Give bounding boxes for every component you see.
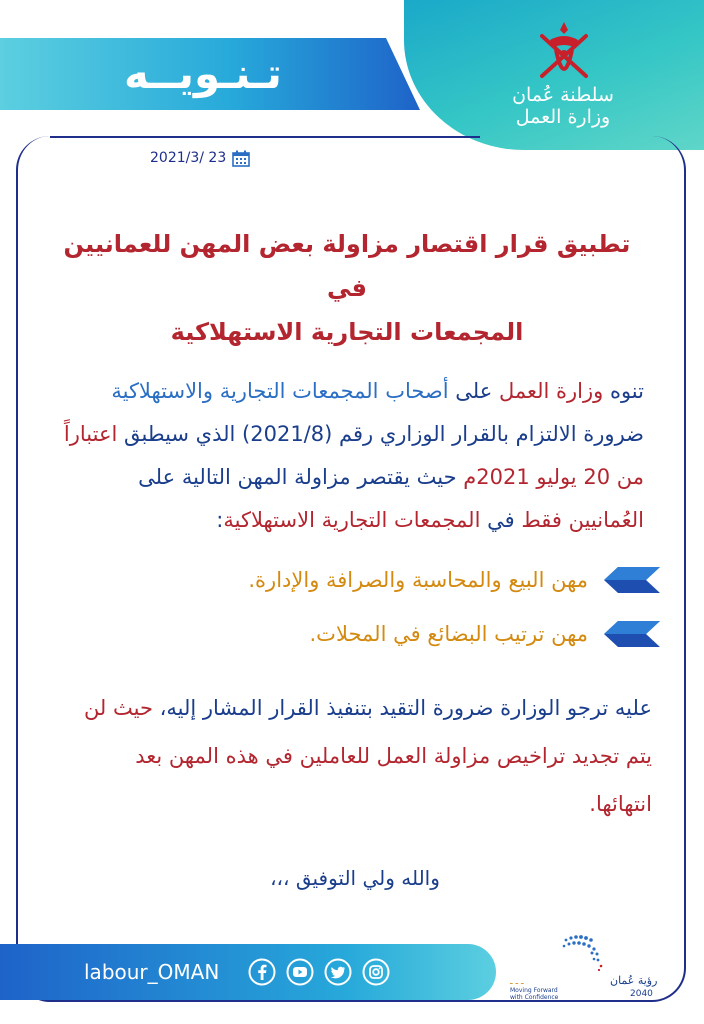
facebook-icon[interactable]: [248, 958, 276, 986]
complexes-phrase: المجمعات التجارية الاستهلاكية: [223, 508, 481, 532]
vision-tagline-1: Moving Forward: [510, 987, 558, 994]
para-line-3: [40, 456, 644, 499]
frame-top-line: [50, 136, 480, 138]
calendar-icon: [232, 150, 250, 167]
date-stamp: [150, 148, 250, 168]
owners-phrase: أصحاب المجمعات التجارية والاستهلاكية: [111, 379, 449, 403]
youtube-icon[interactable]: [286, 958, 314, 986]
oman-vision-2040-logo: [506, 928, 686, 1008]
banner-title: تـنـويــه: [124, 49, 282, 98]
twitter-icon[interactable]: [324, 958, 352, 986]
profession-1: مهن البيع والمحاسبة والصرافة والإدارة.: [248, 568, 588, 592]
notice-heading: [40, 222, 654, 354]
para-line-1: [40, 370, 644, 413]
instagram-icon[interactable]: [362, 958, 390, 986]
professions-list: [40, 556, 660, 664]
notice-paragraph: [40, 370, 654, 542]
para-line-4: [40, 499, 644, 542]
para-text: في: [480, 508, 515, 532]
ministry-logo-text: [508, 84, 618, 128]
effective-date: من 20 يوليو 2021م: [463, 465, 644, 489]
date-text: 2021/3/ 23: [150, 150, 227, 166]
closing-line-3: انتهائها.: [589, 792, 652, 816]
list-item: [40, 610, 660, 658]
para-text: حيث يقتصر مزاولة المهن التالية على: [138, 465, 464, 489]
heading-line-2: المجمعات التجارية الاستهلاكية: [170, 318, 524, 346]
para-text: ضرورة الالتزام بالقرار الوزاري رقم (2021/8) الذي سيطبق: [117, 422, 644, 446]
closing-line-2: يتم تجديد تراخيص مزاولة العمل للعاملين في هذه المهن بعد: [135, 744, 652, 768]
heading-line-1: تطبيق قرار اقتصار مزاولة بعض المهن للعمانيين في: [63, 230, 631, 302]
vision-year: 2040: [630, 989, 653, 999]
omanis-only: العُمانيين فقط: [514, 508, 644, 532]
vision-tagline-arabic: ـ ـ ـ: [510, 977, 524, 987]
oman-emblem-icon: [534, 18, 594, 88]
para-text: تنوه: [603, 379, 644, 403]
ministry-line-1: سلطنة عُمان: [512, 84, 614, 106]
chevron-bullet-icon: [602, 618, 660, 650]
closing-line-1: [40, 684, 652, 732]
ministry-name: وزارة العمل: [498, 379, 604, 403]
vision-tagline-2: with Confidence: [510, 994, 559, 1001]
vision-label-arabic: رؤية عُمان: [610, 974, 658, 987]
chevron-bullet-icon: [602, 564, 660, 596]
para-text: على: [448, 379, 499, 403]
no-renewal-phrase: حيث لن: [83, 696, 153, 720]
closing-text: عليه ترجو الوزارة ضرورة التقيد بتنفيذ القرار المشار إليه،: [152, 696, 652, 720]
para-text: :: [216, 508, 224, 532]
ministry-line-2: وزارة العمل: [515, 106, 611, 128]
closing-paragraph: [40, 684, 652, 828]
para-line-2: [40, 413, 644, 456]
list-item: [40, 556, 660, 604]
effective-word: اعتباراً: [63, 422, 118, 446]
signoff: والله ولي التوفيق ،،،: [270, 866, 440, 890]
notice-content: [40, 210, 654, 542]
profession-2: مهن ترتيب البضائع في المحلات.: [309, 622, 588, 646]
social-handle[interactable]: labour_OMAN: [84, 960, 220, 984]
